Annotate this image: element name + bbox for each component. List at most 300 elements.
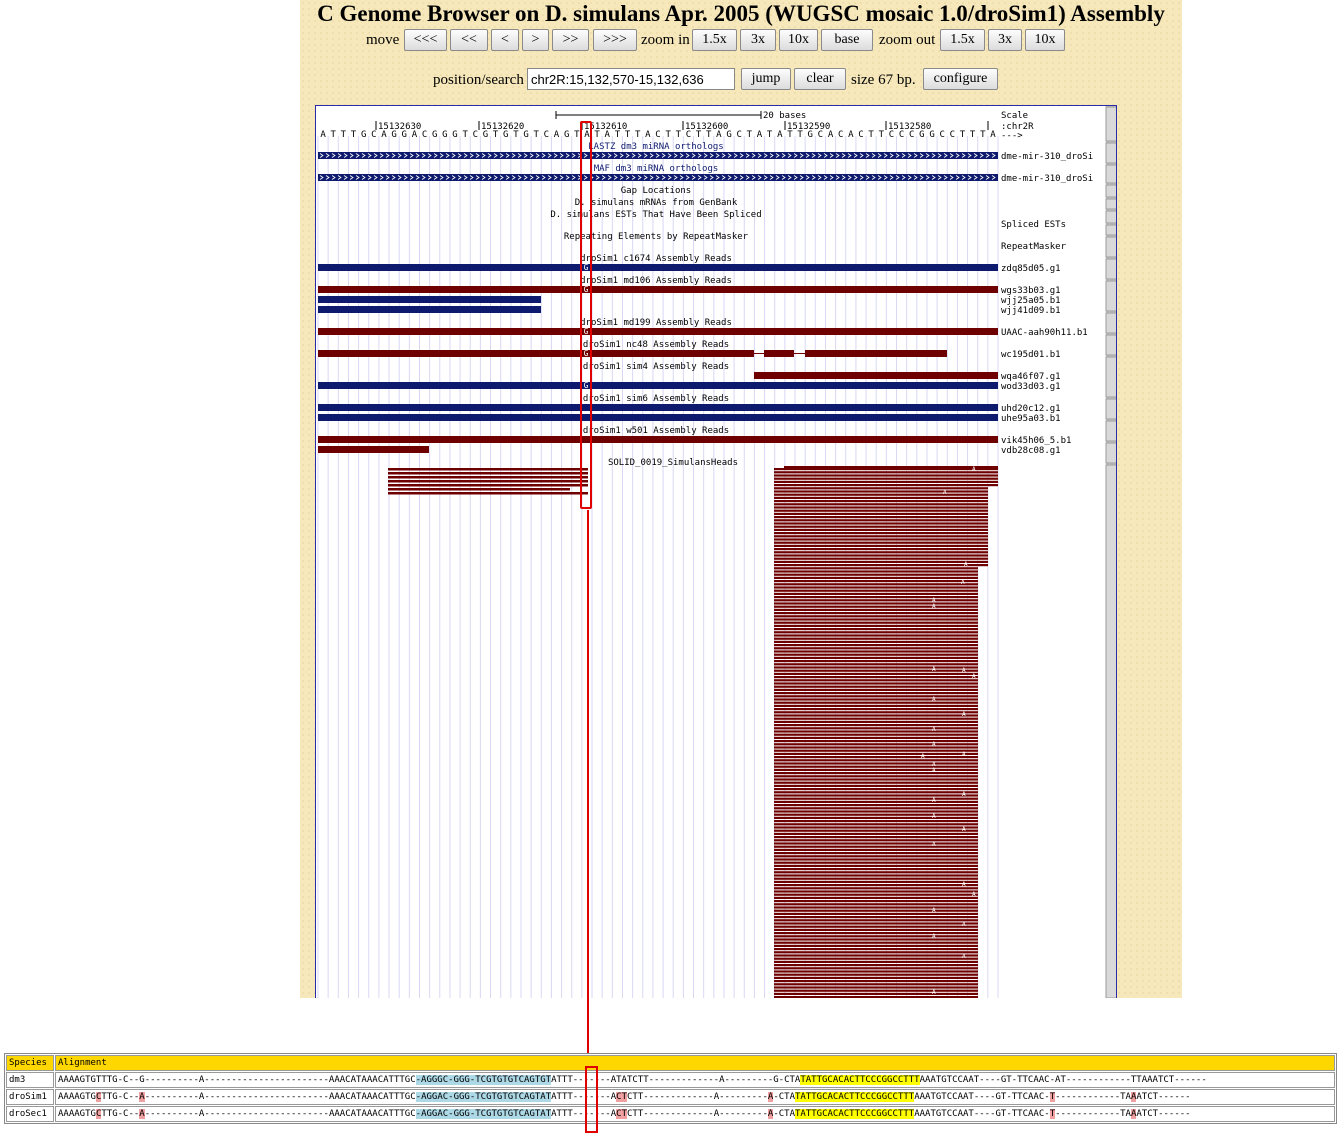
solid-read (774, 833, 978, 835)
solid-read (774, 471, 998, 473)
solid-read (774, 871, 978, 873)
solid-mismatch: A (943, 489, 947, 496)
solid-read (774, 993, 978, 995)
solid-read (774, 884, 978, 886)
sequence-base: G (360, 130, 367, 140)
solid-read (774, 702, 978, 704)
sequence-base: T (787, 130, 793, 140)
alignment-segment: -CTA (773, 1092, 795, 1102)
alignment-row (6, 1089, 1335, 1105)
sequence-base: A (411, 130, 418, 140)
solid-read (774, 945, 978, 947)
solid-read (774, 938, 978, 940)
solid-read (774, 609, 978, 611)
solid-read (774, 590, 978, 592)
solid-read (774, 612, 978, 614)
move-left-med-button[interactable]: << (450, 29, 488, 51)
alignment-panel (4, 1053, 1337, 1133)
track-image[interactable] (315, 105, 1117, 998)
solid-read (774, 586, 978, 588)
solid-mismatch: A (932, 761, 936, 768)
solid-read (774, 554, 988, 556)
solid-read (774, 836, 978, 838)
solid-mismatch: A (962, 881, 966, 888)
solid-mismatch: A (932, 597, 936, 604)
assembly-read (318, 328, 998, 335)
solid-read (388, 472, 588, 475)
sequence-base: G (563, 130, 570, 140)
mismatch-base: G (583, 381, 589, 390)
mismatch-base: G (583, 285, 589, 294)
sequence-base: T (746, 130, 753, 140)
track-title: droSim1 sim6 Assembly Reads (582, 394, 730, 404)
solid-read (774, 810, 978, 812)
solid-read (774, 948, 978, 950)
solid-read (774, 769, 978, 771)
solid-mismatch: A (932, 813, 936, 820)
solid-read (774, 526, 988, 528)
solid-read (774, 574, 978, 576)
solid-read (774, 641, 978, 643)
assembly-read (754, 372, 998, 379)
track-item-label: vik45h06_5.b1 (1001, 436, 1072, 446)
track-title: MAF dm3 miRNA orthologs (593, 164, 719, 174)
solid-read (774, 634, 978, 636)
solid-read (774, 842, 978, 844)
solid-read (388, 476, 588, 479)
solid-read (774, 676, 978, 678)
solid-read (774, 785, 978, 787)
solid-read (774, 535, 988, 537)
sequence-base: T (766, 130, 773, 140)
move-label: move (366, 32, 400, 48)
move-left-button[interactable]: < (491, 29, 519, 51)
solid-read (774, 929, 978, 931)
assembly-read (318, 306, 541, 313)
move-right-med-button[interactable]: >> (552, 29, 589, 51)
solid-read (774, 916, 978, 918)
sequence-base: A (604, 130, 610, 140)
sequence-base: A (553, 130, 560, 140)
track-handle (1106, 357, 1117, 397)
size-text: size 67 bp. (851, 72, 916, 88)
track-handle (1106, 199, 1117, 209)
solid-read (774, 874, 978, 876)
solid-read (774, 551, 988, 553)
solid-read (774, 570, 978, 572)
sequence-base: T (574, 130, 580, 140)
solid-read (774, 673, 978, 675)
assembly-read (318, 286, 998, 293)
zoom-in-3x-button[interactable]: 3x (740, 29, 776, 51)
alignment-segment: CT (616, 1109, 627, 1119)
solid-read (774, 910, 978, 912)
solid-read (774, 820, 978, 822)
solid-mismatch: A (932, 767, 936, 774)
assembly-read (318, 404, 998, 411)
track-title: Gap Locations (620, 186, 692, 196)
solid-read (774, 577, 978, 579)
track-item-label: wgs33b03.g1 (1001, 286, 1061, 296)
solid-read (774, 935, 978, 937)
track-item-label: wjj25a05.b1 (1001, 296, 1061, 306)
move-right-button[interactable]: > (522, 29, 549, 51)
mismatch-base: G (583, 263, 589, 272)
solid-mismatch: A (972, 891, 976, 898)
solid-read (774, 686, 978, 688)
sequence-base: C (685, 130, 692, 140)
solid-read (774, 538, 988, 540)
sequence-base: A (990, 130, 996, 140)
solid-read (774, 522, 988, 524)
solid-read (774, 622, 978, 624)
track-handle (1106, 225, 1117, 235)
solid-read (774, 996, 978, 998)
sequence-base: A (848, 130, 854, 140)
sequence-base: T (695, 130, 702, 140)
solid-mismatch: A (972, 466, 976, 473)
solid-read (774, 823, 978, 825)
solid-read (774, 983, 978, 985)
sequence-base: C (949, 130, 956, 140)
sequence-base: T (492, 130, 499, 140)
ruler-tick-label: 15132580 (888, 122, 932, 132)
sequence-base: G (432, 130, 438, 140)
solid-read (774, 970, 978, 972)
sequence-base: A (827, 130, 834, 140)
solid-read (774, 942, 978, 944)
solid-read (774, 474, 998, 476)
solid-read (774, 564, 988, 566)
solid-read (774, 782, 978, 784)
solid-read (774, 906, 978, 908)
sequence-base: G (726, 130, 732, 140)
solid-mismatch: A (962, 791, 966, 798)
zoom-out-10x-button[interactable]: 10x (1025, 29, 1065, 51)
solid-read (774, 708, 978, 710)
configure-button[interactable]: configure (923, 68, 998, 90)
alignment-segment: T (1049, 1092, 1056, 1102)
alignment-segment: ATTT-------A (551, 1092, 617, 1102)
move-right-far-button[interactable]: >>> (593, 29, 637, 51)
track-handle (1106, 237, 1117, 257)
solid-read (774, 849, 978, 851)
track-item-label: wc195d01.b1 (1001, 350, 1061, 360)
sequence-base: G (929, 130, 935, 140)
position-search-input[interactable] (527, 68, 735, 90)
solid-read (774, 801, 978, 803)
solid-read (774, 762, 978, 764)
alignment-segment: A (139, 1092, 145, 1102)
sequence-base: T (980, 130, 986, 140)
ruler-tick-label: 15132600 (685, 122, 729, 132)
solid-read (774, 932, 978, 934)
sequence-base: C (655, 130, 661, 140)
sequence-base: G (391, 130, 397, 140)
solid-read (774, 481, 998, 483)
alignment-segment: ----------A-----------------------AAACATAAACATTTGC (144, 1109, 416, 1119)
solid-read (774, 558, 988, 560)
solid-read (774, 862, 978, 864)
ruler-side-label: Scale (1001, 111, 1029, 121)
highlight-box-alignment (585, 1066, 598, 1133)
track-item-label: wod33d03.g1 (1001, 382, 1061, 392)
move-left-far-button[interactable]: <<< (404, 29, 447, 51)
solid-mismatch: A (962, 921, 966, 928)
alignment-segment: A (139, 1109, 145, 1119)
solid-read (774, 606, 978, 608)
alignment-header-row (6, 1055, 1335, 1071)
sequence-base: C (472, 130, 479, 140)
zoom-out-label: zoom out (879, 32, 936, 48)
solid-read (774, 798, 978, 800)
sequence-base: T (959, 130, 966, 140)
solid-read (774, 759, 978, 761)
solid-read (774, 830, 978, 832)
assembly-read (318, 350, 754, 357)
sequence-base: G (503, 130, 509, 140)
solid-read (774, 721, 978, 723)
solid-mismatch: A (972, 673, 976, 680)
ruler-tick-label: 15132620 (481, 122, 525, 132)
track-title: droSim1 c1674 Assembly Reads (580, 254, 732, 264)
solid-read (774, 846, 978, 848)
solid-read (774, 714, 978, 716)
solid-read (774, 644, 978, 646)
solid-read (774, 503, 988, 505)
sequence-base: C (898, 130, 905, 140)
sequence-base: T (624, 130, 631, 140)
solid-read (774, 583, 978, 585)
solid-mismatch: A (932, 603, 936, 610)
solid-read (774, 734, 978, 736)
solid-read (774, 695, 978, 697)
solid-mismatch: A (932, 696, 936, 703)
track-title: droSim1 sim4 Assembly Reads (582, 362, 730, 372)
alignment-sequence (55, 1106, 1335, 1122)
track-item-label: dme-mir-310_droSi (1001, 174, 1094, 184)
solid-read (774, 631, 978, 633)
solid-read (774, 602, 978, 604)
track-handle (1106, 335, 1117, 355)
assembly-read (318, 382, 998, 389)
alignment-segment: ATTT-------A (551, 1109, 617, 1119)
solid-read (774, 513, 988, 515)
highlight-connector-line (587, 510, 589, 1070)
track-item-label: RepeatMasker (1001, 242, 1067, 252)
track-item-label: dme-mir-310_droSi (1001, 152, 1094, 162)
solid-read (774, 990, 978, 992)
sequence-base: T (594, 130, 600, 140)
track-handle (1106, 143, 1117, 163)
solid-read (774, 727, 978, 729)
zoom-out-1-5x-button[interactable]: 1.5x (940, 29, 985, 51)
solid-read (774, 490, 988, 492)
sequence-base: A (645, 130, 651, 140)
page-title: C Genome Browser on D. simulans Apr. 2005 (WUGSC mosaic 1.0/droSim1) Assembly (317, 1, 1165, 26)
jump-button[interactable]: jump (741, 68, 791, 90)
track-title: droSim1 md199 Assembly Reads (580, 318, 732, 328)
track-title: LASTZ dm3 miRNA orthologs (588, 142, 724, 152)
solid-read (774, 615, 978, 617)
ruler-side-label: :chr2R (1001, 122, 1034, 132)
sequence-base: T (665, 130, 671, 140)
solid-read (774, 788, 978, 790)
solid-read (774, 670, 978, 672)
assembly-read (318, 264, 998, 271)
alignment-segment: CTT-------------A--------- (627, 1092, 768, 1102)
alignment-segment: -CTA (773, 1109, 795, 1119)
solid-read (774, 766, 978, 768)
track-title: D. simulans ESTs That Have Been Spliced (550, 210, 762, 220)
solid-read (774, 705, 978, 707)
solid-read (774, 743, 978, 745)
sequence-base: A (756, 130, 763, 140)
sequence-base: T (969, 130, 976, 140)
position-search-label: position/search (433, 72, 524, 88)
alignment-segment: AAATGTCCAAT----GT-TTCAAC- (914, 1109, 1050, 1119)
solid-read (774, 692, 978, 694)
track-handle (1106, 211, 1117, 223)
alignment-segment: C (95, 1109, 102, 1119)
sequence-base: T (634, 130, 641, 140)
alignment-segment: -AGGGC-GGG-TCGTGTGTCAGTGT (415, 1075, 552, 1085)
solid-read (774, 737, 978, 739)
solid-read (774, 778, 978, 780)
sequence-base: G (807, 130, 813, 140)
species-header: Species (6, 1055, 54, 1071)
solid-read (774, 753, 978, 755)
sequence-base: C (837, 130, 844, 140)
alignment-segment: AAAAGTG (58, 1109, 96, 1119)
solid-read (774, 887, 978, 889)
solid-read (774, 958, 978, 960)
sequence-base: A (320, 130, 326, 140)
solid-read (774, 868, 978, 870)
mirna-feature (318, 152, 998, 159)
solid-read (774, 974, 978, 976)
zoom-base-button[interactable]: base (821, 29, 873, 51)
sequence-base: T (868, 130, 874, 140)
solid-read (774, 657, 978, 659)
track-item-label: uhd20c12.g1 (1001, 404, 1061, 414)
alignment-segment: CTT-------------A--------- (627, 1109, 768, 1119)
solid-read (774, 826, 978, 828)
solid-read (774, 839, 978, 841)
solid-read (774, 951, 978, 953)
alignment-row (6, 1072, 1335, 1088)
solid-read (774, 561, 988, 563)
track-item-label: uhe95a03.b1 (1001, 414, 1061, 424)
solid-read (774, 468, 998, 470)
alignment-segment: ATCT------ (1136, 1109, 1191, 1119)
alignment-segment: A (1130, 1092, 1137, 1102)
track-handle (1106, 421, 1117, 441)
solid-read (774, 660, 978, 662)
solid-read (774, 897, 978, 899)
sequence-base: C (939, 130, 945, 140)
sequence-base: T (614, 130, 621, 140)
solid-mismatch: A (962, 667, 966, 674)
sequence-base: G (482, 130, 489, 140)
solid-read (774, 865, 978, 867)
track-canvas[interactable] (316, 106, 1117, 998)
solid-read (774, 487, 988, 489)
alignment-row (6, 1106, 1335, 1122)
solid-read (774, 679, 978, 681)
track-title: droSim1 nc48 Assembly Reads (582, 340, 730, 350)
alignment-segment: A (767, 1092, 774, 1102)
track-handle (1106, 465, 1117, 998)
alignment-segment: TTG-C-- (101, 1092, 140, 1102)
solid-read (774, 689, 978, 691)
solid-read (774, 510, 988, 512)
solid-read (774, 580, 978, 582)
solid-read (774, 545, 988, 547)
solid-mismatch: A (932, 797, 936, 804)
solid-read (774, 903, 978, 905)
alignment-segment: ------------TA (1055, 1092, 1131, 1102)
ruler-tick-label: 15132590 (787, 122, 831, 132)
alignment-segment: AAATGTCCAAT----GT-TTCAAC- (914, 1092, 1050, 1102)
solid-mismatch: A (962, 751, 966, 758)
clear-button[interactable]: clear (794, 68, 846, 90)
solid-read (774, 964, 978, 966)
alignment-segment: A (767, 1109, 774, 1119)
solid-read (774, 599, 978, 601)
alignment-segment: CT (616, 1092, 627, 1102)
track-title: Repeating Elements by RepeatMasker (563, 232, 749, 242)
alignment-table (4, 1053, 1337, 1124)
alignment-header: Alignment (55, 1055, 1335, 1071)
solid-read (388, 484, 588, 487)
alignment-segment: ATTT-------ATATCTT-------------A---------G-CTA (551, 1075, 801, 1085)
assembly-read (764, 350, 794, 357)
zoom-in-10x-button[interactable]: 10x (779, 29, 818, 51)
solid-read (388, 480, 588, 483)
sequence-base: C (858, 130, 864, 140)
track-title: droSim1 w501 Assembly Reads (582, 426, 730, 436)
solid-mismatch: A (932, 841, 936, 848)
solid-mismatch: A (962, 953, 966, 960)
ruler-tick-label: 15132610 (584, 122, 628, 132)
sequence-base: C (888, 130, 895, 140)
solid-read (774, 804, 978, 806)
track-handle (1106, 107, 1117, 141)
zoom-in-1-5x-button[interactable]: 1.5x (692, 29, 737, 51)
alignment-segment: ATCT------ (1136, 1092, 1191, 1102)
solid-read (784, 466, 998, 468)
alignment-species: droSim1 (6, 1089, 54, 1105)
zoom-out-3x-button[interactable]: 3x (988, 29, 1022, 51)
alignment-segment: TATTGCACACTTCCCGGCCTTT (795, 1092, 915, 1102)
solid-read (774, 625, 978, 627)
sequence-base: T (878, 130, 884, 140)
sequence-base: T (462, 130, 468, 140)
sequence-base: T (706, 130, 712, 140)
alignment-species: dm3 (6, 1072, 54, 1088)
solid-read (774, 506, 988, 508)
solid-read (774, 756, 978, 758)
alignment-segment: TATTGCACACTTCCCGGCCTTT (800, 1075, 920, 1085)
sequence-base: A (716, 130, 722, 140)
track-item-label: vdb28c08.g1 (1001, 446, 1061, 456)
solid-read (774, 980, 978, 982)
sequence-base: G (452, 130, 458, 140)
alignment-species: droSec1 (6, 1106, 54, 1122)
solid-read (774, 532, 988, 534)
sequence-base: A (777, 130, 783, 140)
